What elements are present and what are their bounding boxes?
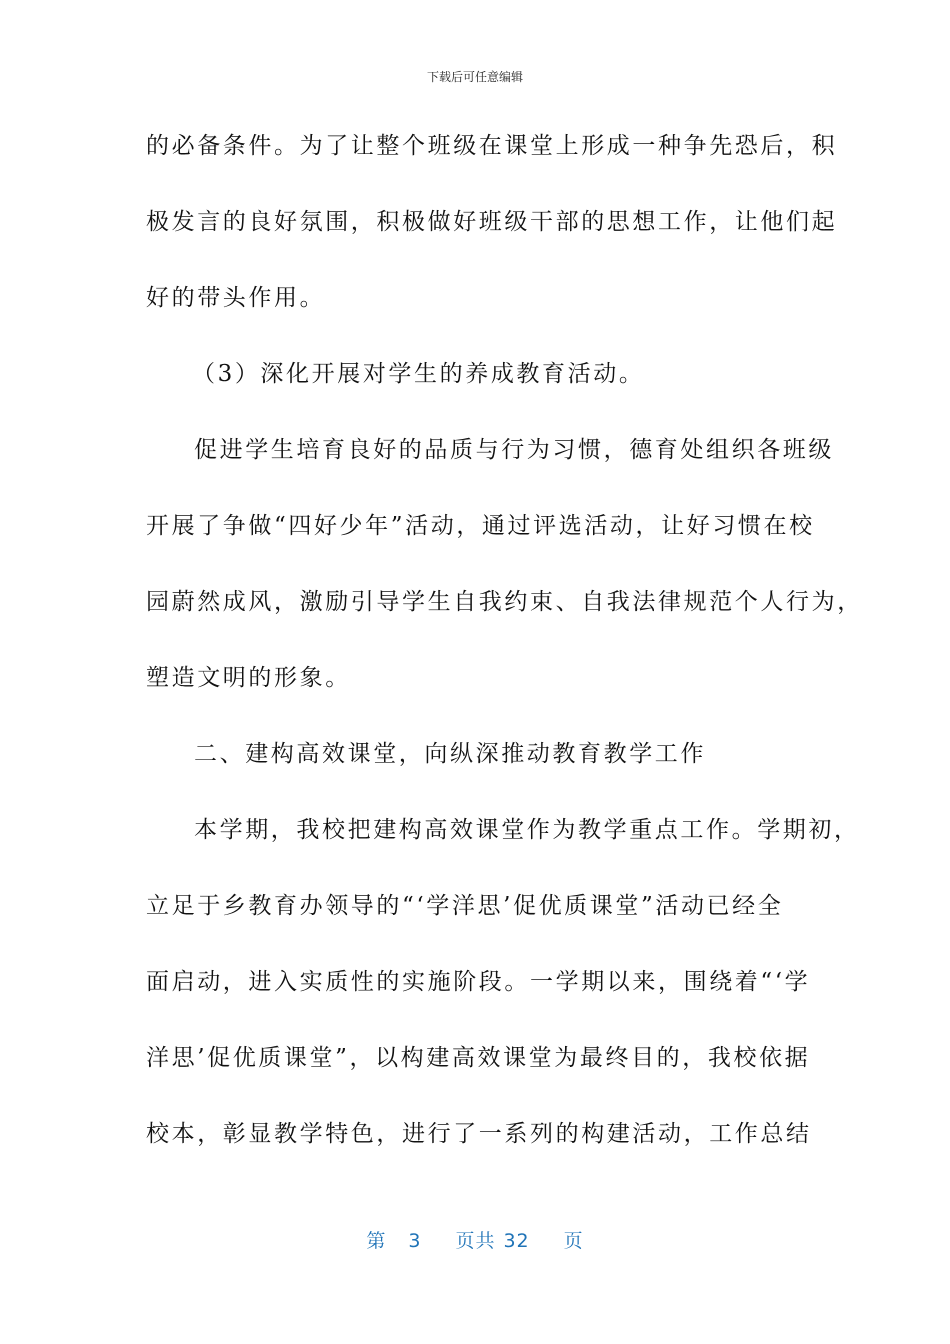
section-heading: 二、建构高效课堂，向纵深推动教育教学工作 <box>194 741 706 767</box>
page-footer <box>0 1226 950 1253</box>
text-line: 塑造文明的形象。 <box>146 665 351 691</box>
page-header: 下载后可任意编辑 <box>426 70 523 84</box>
text-line: 好的带头作用。 <box>146 285 326 311</box>
text-line: 园蔚然成风，激励引导学生自我约束、自我法律规范个人行为， <box>146 589 863 615</box>
text-line: 立足于乡教育办领导的“‘学洋思’促优质课堂”活动已经全 <box>146 893 784 919</box>
text-line: 的必备条件。为了让整个班级在课堂上形成一种争先恐后，积 <box>146 133 838 159</box>
footer-label-page-end: 页 <box>563 1230 584 1252</box>
current-page-number: 3 <box>408 1230 422 1252</box>
text-line: 面启动，进入实质性的实施阶段。一学期以来，围绕着“‘学 <box>146 969 811 995</box>
text-line: 洋思’促优质课堂”，以构建高效课堂为最终目的，我校依据 <box>146 1045 811 1071</box>
text-line: 本学期，我校把建构高效课堂作为教学重点工作。学期初， <box>194 817 860 843</box>
total-pages-number: 32 <box>503 1230 530 1252</box>
text-line: 促进学生培育良好的品质与行为习惯，德育处组织各班级 <box>194 437 834 463</box>
text-line: 校本，彰显教学特色，进行了一系列的构建活动，工作总结 <box>146 1121 812 1147</box>
section-subheading: （3）深化开展对学生的养成教育活动。 <box>192 361 645 387</box>
text-line: 极发言的良好氛围，积极做好班级干部的思想工作，让他们起 <box>146 209 838 235</box>
footer-label-page-of: 页共 <box>455 1230 496 1252</box>
text-line: 开展了争做“四好少年”活动，通过评选活动，让好习惯在校 <box>146 513 815 539</box>
footer-label-page: 第 <box>366 1230 387 1252</box>
document-body <box>146 124 863 1188</box>
